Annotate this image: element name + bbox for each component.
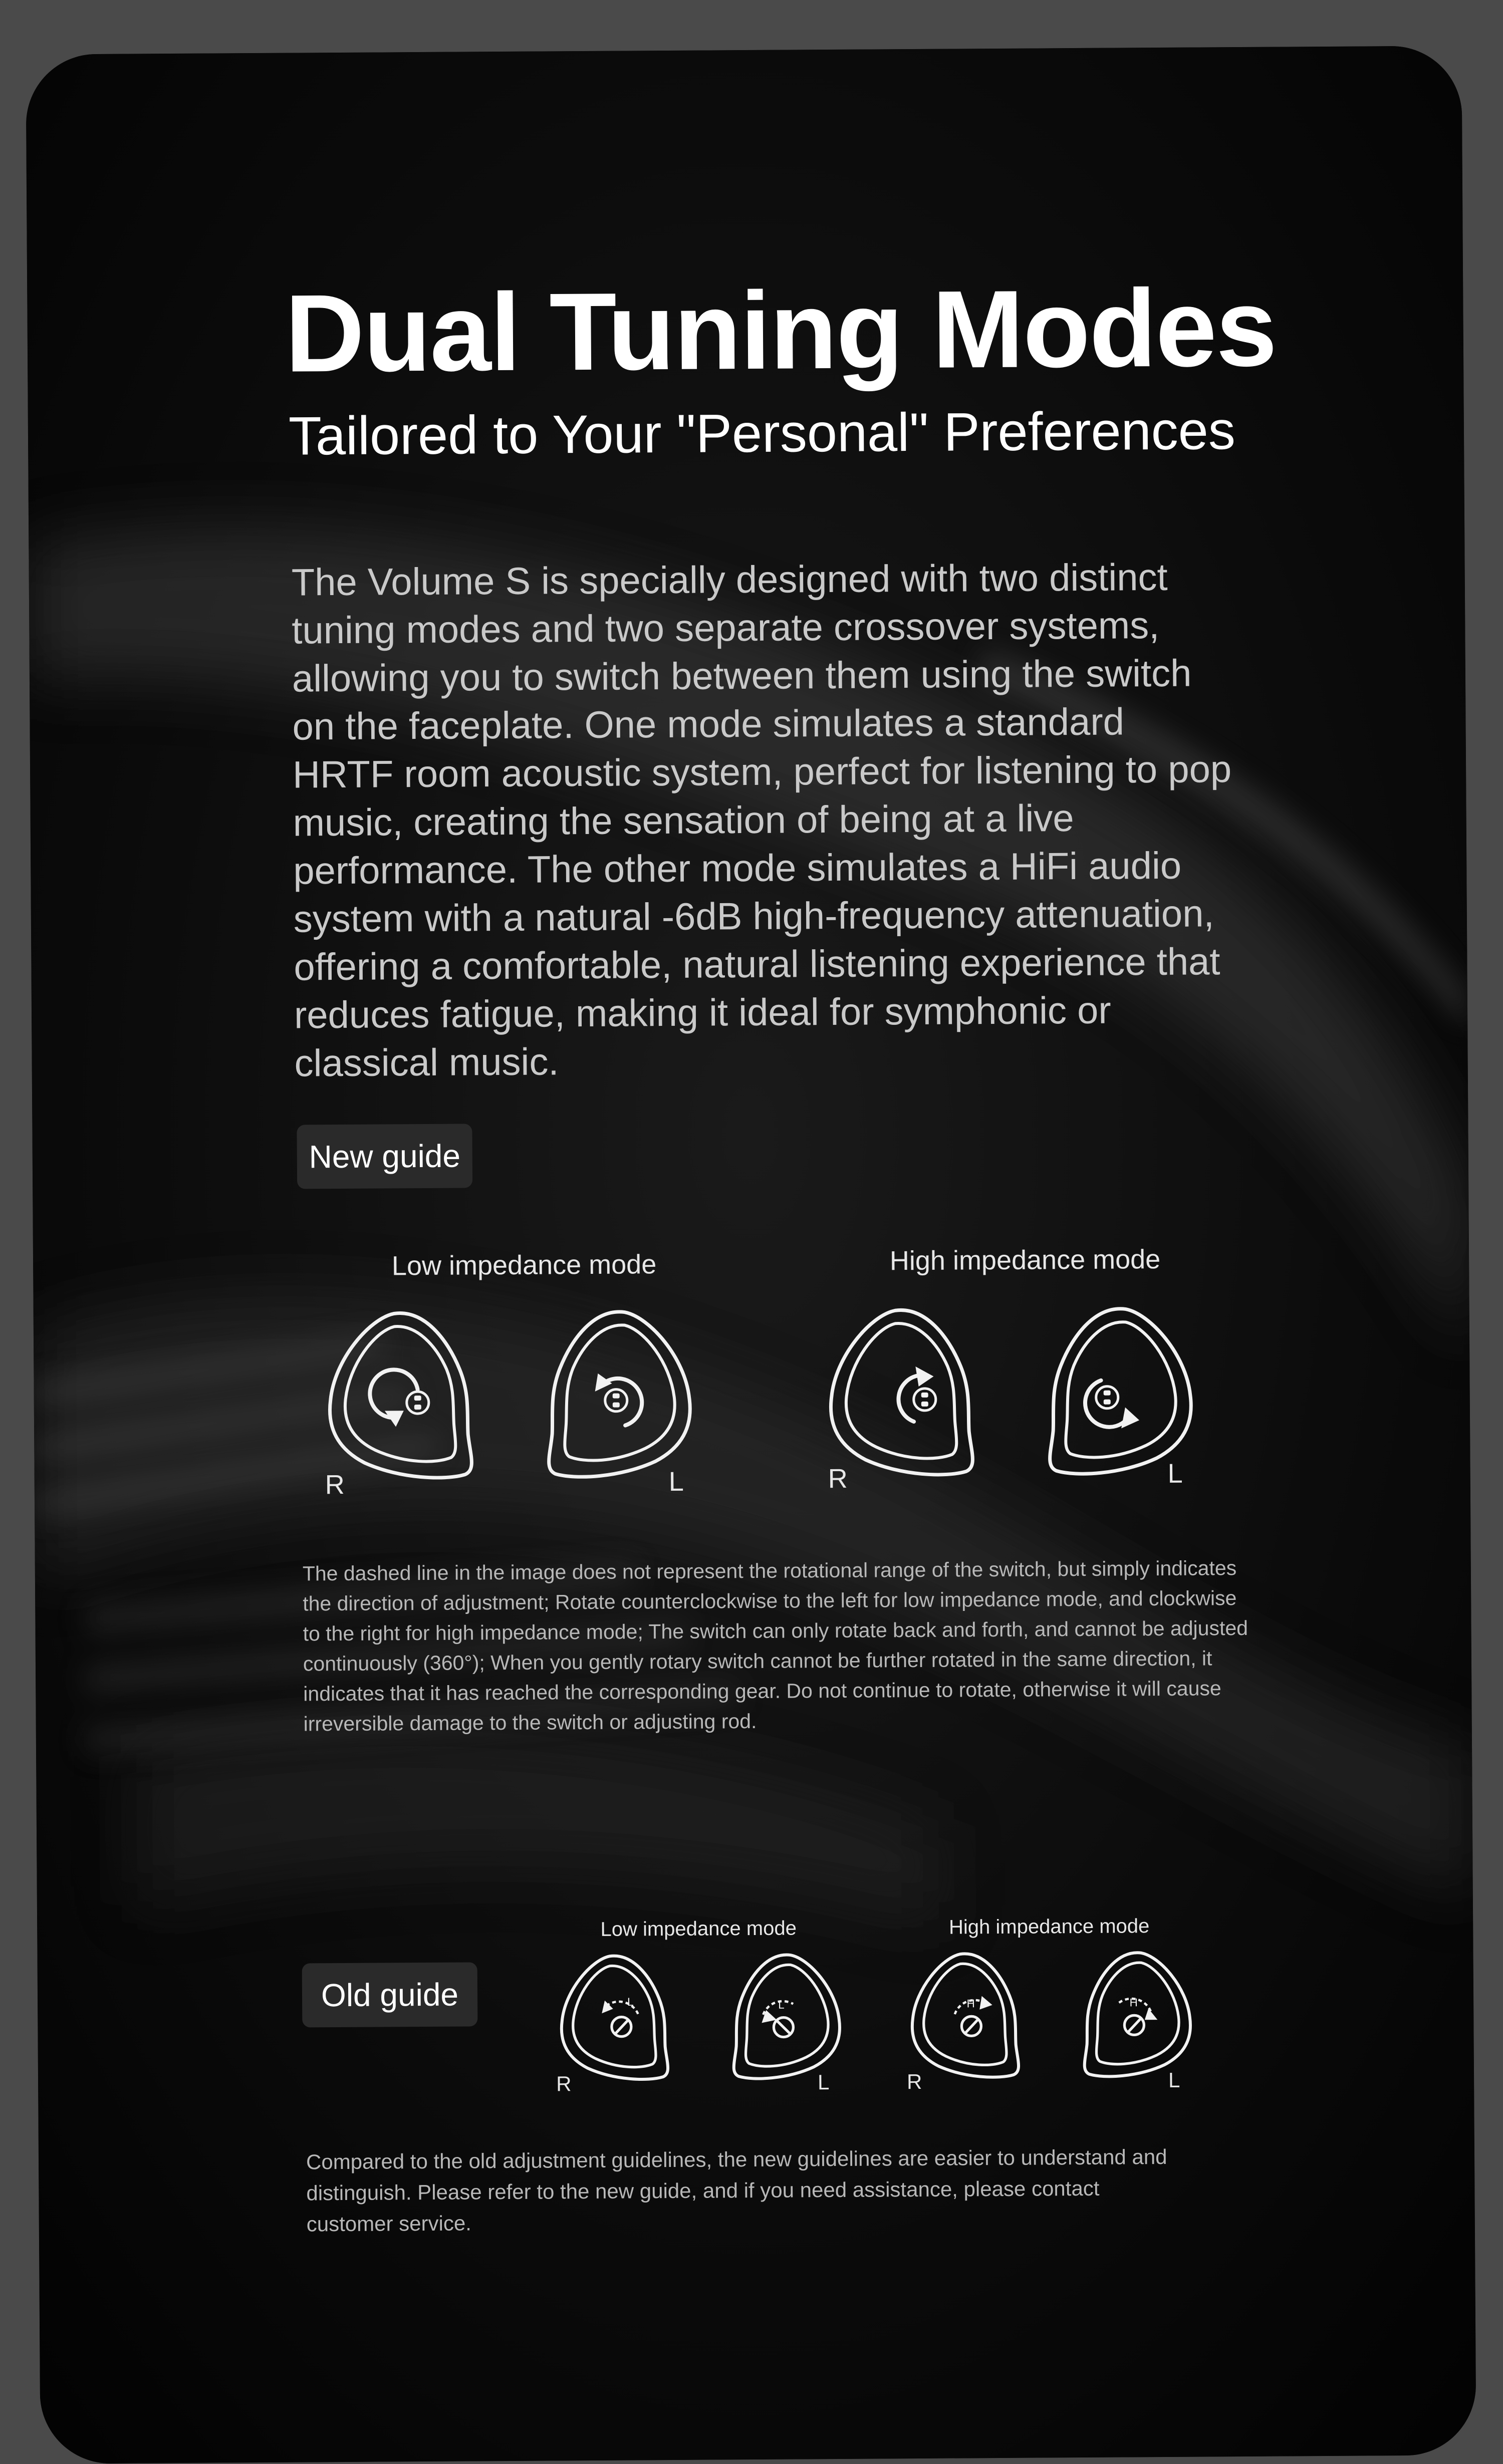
old-low-mark: L	[627, 1995, 634, 2009]
earphone-outline-icon	[540, 1303, 701, 1484]
old-low-mark: L	[778, 1998, 785, 2011]
content-area	[26, 46, 1476, 2463]
old-low-impedance-label: Low impedance mode	[600, 1917, 797, 1941]
new-low-left-earpiece	[540, 1303, 701, 1497]
new-high-right-earpiece	[820, 1301, 981, 1494]
earphone-outline-icon	[553, 1949, 674, 2085]
new-guide-badge: New guide	[297, 1124, 472, 1189]
old-high-left-letter: L	[1168, 2068, 1180, 2092]
switch-knob-icon	[605, 1390, 627, 1412]
old-guide-note: Compared to the old adjustment guidelines, the new guidelines are easier to understand and distinguish. Please refer to the new guide, and if you need assistance, please contact customer service.	[306, 2144, 1167, 2236]
page-title: Dual Tuning Modes	[284, 265, 1277, 395]
switch-knob-icon	[914, 1389, 936, 1411]
old-high-mark: H	[1129, 1996, 1138, 2009]
old-low-left-earpiece	[726, 1948, 848, 2094]
old-high-left-earpiece	[1077, 1946, 1198, 2092]
earphone-outline-icon	[820, 1301, 981, 1482]
new-high-left-earpiece	[1041, 1300, 1202, 1489]
new-guide-note: The dashed line in the image does not represent the rotational range of the switch, but simply indicates the direction of adjustment; Rotate counterclockwise to the left for low impedance mode, and clockwise to the right for high impedance mode; The switch can only rotate back and forth, and cannot be adjusted continuously (360°); When you gently rotary switch cannot be further rotated in the same direction, it indicates that it has reached the corresponding gear. Do not continue to rotate, otherwise it will cause irreversible damage to the switch or adjusting rod.	[302, 1556, 1248, 1736]
earphone-outline-icon	[319, 1304, 480, 1485]
old-low-right-earpiece	[553, 1949, 674, 2096]
switch-knob-icon	[1124, 2015, 1144, 2035]
switch-knob-icon	[774, 2018, 793, 2037]
new-low-right-letter: R	[325, 1469, 345, 1500]
earphone-outline-icon	[1077, 1946, 1198, 2082]
old-low-right-letter: R	[556, 2072, 572, 2096]
new-high-impedance-label: High impedance mode	[889, 1244, 1161, 1276]
rotate-arrow-icon	[595, 1373, 642, 1426]
old-high-impedance-label: High impedance mode	[948, 1915, 1150, 1939]
switch-knob-icon	[961, 2016, 981, 2036]
old-high-mark: H	[966, 1997, 975, 2010]
new-low-right-earpiece	[319, 1304, 480, 1500]
switch-knob-icon	[612, 2017, 631, 2036]
earphone-outline-icon	[726, 1948, 848, 2084]
product-description: The Volume S is specially designed with two distinct tuning modes and two separate crossover systems, allowing you to switch between them using the switch on the faceplate. One mode simulates a standard HRTF room acoustic system, perfect for listening to pop music, creating the sensation of being at a live performance. The other mode simulates a HiFi audio system with a natural -6dB high-frequency attenuation, offering a comfortable, natural listening experience that reduces fatigue, making it ideal for symphonic or classical music.	[291, 556, 1232, 1085]
page-subtitle: Tailored to Your "Personal" Preferences	[288, 400, 1236, 466]
new-low-left-letter: L	[668, 1466, 684, 1497]
new-high-right-letter: R	[828, 1463, 848, 1494]
earphone-outline-icon	[1041, 1300, 1202, 1481]
product-card	[26, 46, 1476, 2463]
earphone-outline-icon	[904, 1947, 1025, 2083]
switch-knob-icon	[1096, 1387, 1118, 1409]
rotate-arrow-icon	[370, 1370, 418, 1427]
old-high-right-letter: R	[906, 2069, 922, 2094]
old-high-right-earpiece	[904, 1947, 1025, 2094]
new-high-left-letter: L	[1167, 1458, 1183, 1489]
old-guide-badge: Old guide	[302, 1962, 478, 2027]
switch-knob-icon	[407, 1392, 429, 1414]
new-low-impedance-label: Low impedance mode	[391, 1249, 657, 1281]
old-low-left-letter: L	[817, 2070, 830, 2094]
